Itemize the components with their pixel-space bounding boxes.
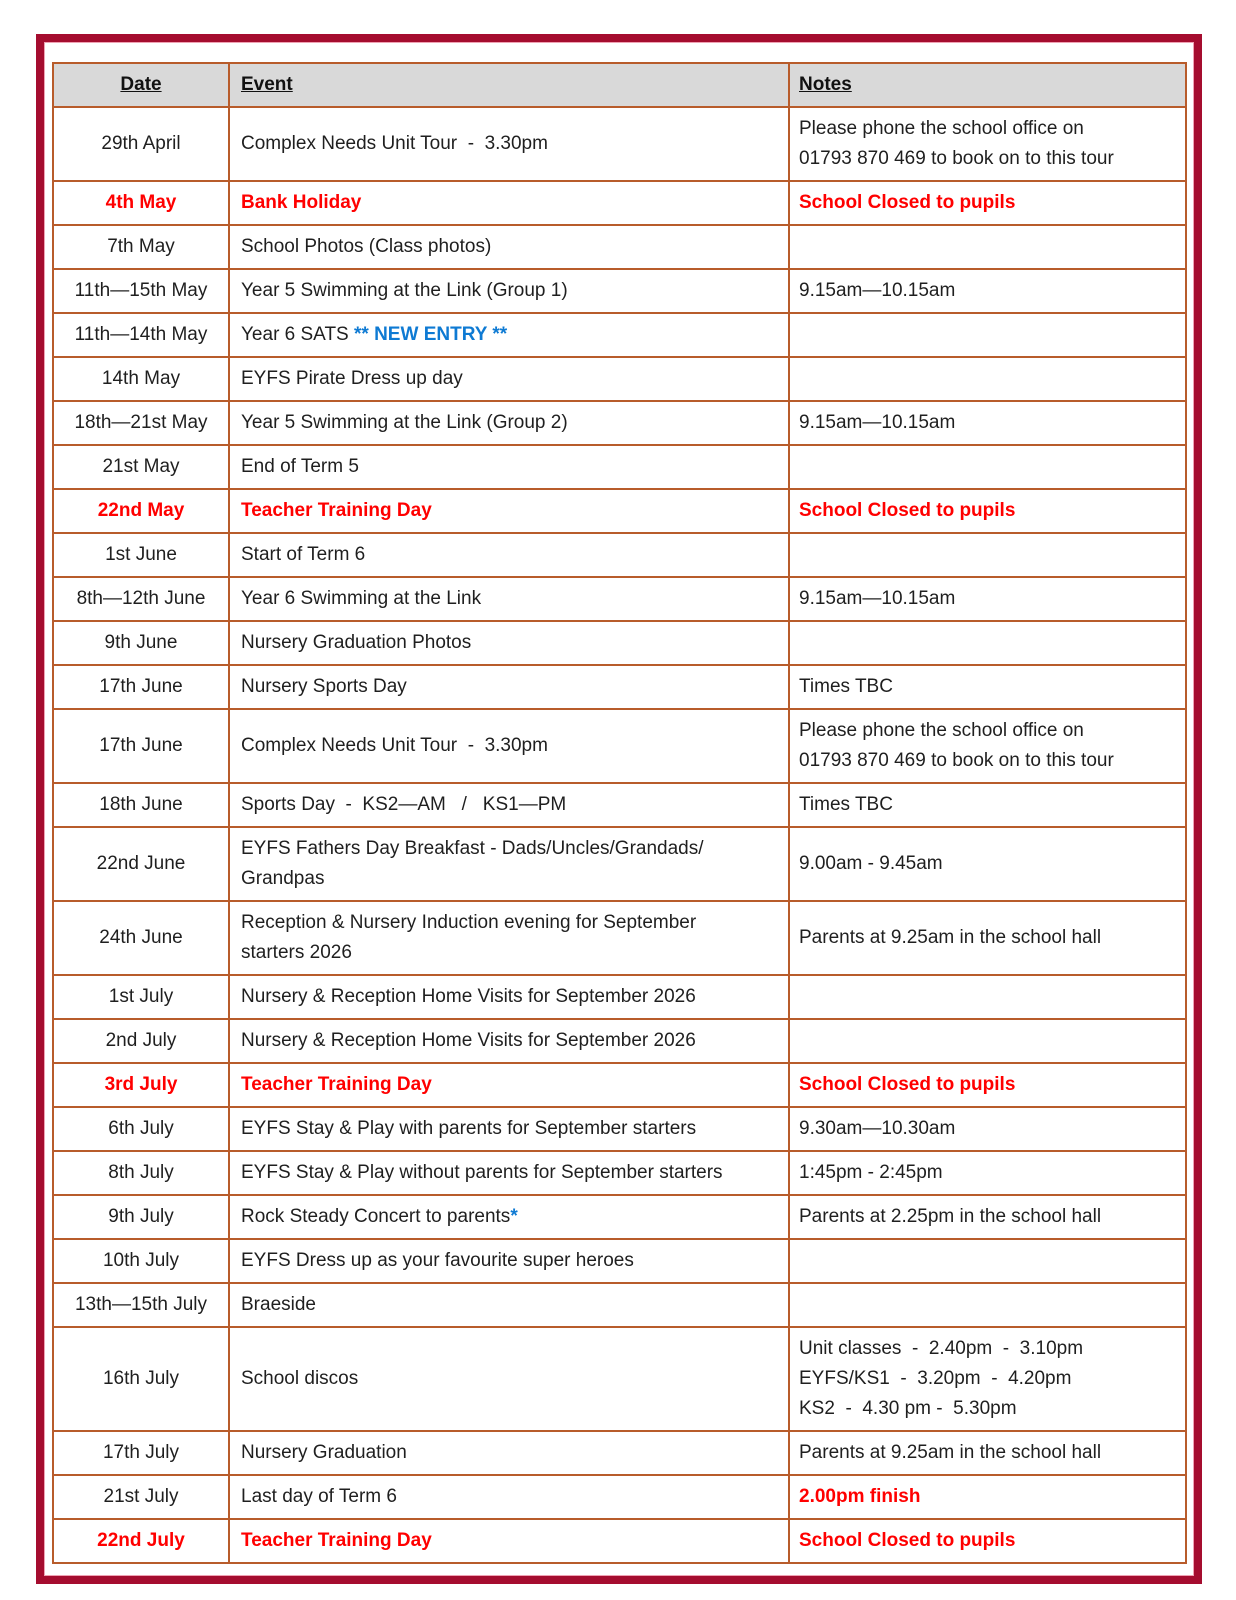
event-line [241, 540, 780, 570]
text-segment: Last day of Term 6 [241, 1486, 397, 1507]
notes-cell [789, 1475, 1186, 1519]
text-segment: 8th—12th June [76, 588, 206, 609]
notes-line [799, 1526, 1177, 1556]
date-line [62, 731, 220, 761]
date-line [62, 849, 220, 879]
notes-line [799, 1202, 1177, 1232]
text-segment: 14th May [101, 368, 181, 389]
event-cell [229, 577, 789, 621]
date-line [62, 1026, 220, 1056]
date-cell [53, 783, 229, 827]
text-segment: 11th—14th May [74, 324, 208, 345]
notes-cell [789, 1239, 1186, 1283]
text-segment: 2.00pm finish [799, 1486, 921, 1507]
event-cell [229, 445, 789, 489]
event-cell [229, 357, 789, 401]
notes-cell [789, 401, 1186, 445]
date-cell [53, 107, 229, 181]
column-header-event [229, 63, 789, 107]
event-line [241, 188, 780, 218]
event-cell [229, 783, 789, 827]
calendar-table [52, 62, 1187, 1564]
date-cell [53, 621, 229, 665]
text-segment: Year 5 Swimming at the Link (Group 2) [241, 412, 568, 433]
table-row [53, 225, 1186, 269]
text-segment: 1:45pm - 2:45pm [799, 1162, 943, 1183]
notes-line [799, 1482, 1177, 1512]
text-segment: Year 6 SATS [241, 324, 355, 345]
date-cell [53, 269, 229, 313]
event-line [241, 364, 780, 394]
text-segment: ** NEW ENTRY ** [354, 324, 508, 345]
table-row [53, 445, 1186, 489]
event-cell [229, 1327, 789, 1431]
event-line [241, 1158, 780, 1188]
table-row [53, 1475, 1186, 1519]
date-cell [53, 445, 229, 489]
text-segment: Complex Needs Unit Tour - 3.30pm [241, 133, 548, 154]
table-row [53, 489, 1186, 533]
notes-line [799, 790, 1177, 820]
text-segment: 01793 870 469 to book on to this tour [799, 148, 1114, 169]
notes-cell [789, 181, 1186, 225]
event-cell [229, 1239, 789, 1283]
text-segment: Times TBC [799, 794, 893, 815]
text-segment: Teacher Training Day [241, 500, 432, 521]
text-segment: 6th July [108, 1118, 174, 1139]
date-line [62, 982, 220, 1012]
text-segment: 9.15am—10.15am [799, 588, 956, 609]
notes-cell [789, 269, 1186, 313]
table-row [53, 665, 1186, 709]
text-segment: Complex Needs Unit Tour - 3.30pm [241, 735, 548, 756]
event-cell [229, 1151, 789, 1195]
text-segment: 24th June [99, 927, 183, 948]
notes-line [799, 1070, 1177, 1100]
date-line [62, 1202, 220, 1232]
notes-line [799, 849, 1177, 879]
event-line [241, 452, 780, 482]
text-segment: Sports Day - KS2—AM / KS1—PM [241, 794, 567, 815]
table-container [44, 42, 1194, 1576]
date-cell [53, 975, 229, 1019]
notes-line [799, 1114, 1177, 1144]
event-line [241, 1438, 780, 1468]
column-header-event-label: Event [241, 74, 293, 95]
text-segment: Parents at 2.25pm in the school hall [799, 1206, 1102, 1227]
notes-cell [789, 709, 1186, 783]
event-line [241, 1026, 780, 1056]
date-line [62, 1364, 220, 1394]
notes-line [799, 1334, 1177, 1364]
event-line [241, 982, 780, 1012]
date-line [62, 364, 220, 394]
date-line [62, 1438, 220, 1468]
date-line [62, 790, 220, 820]
event-cell [229, 1063, 789, 1107]
text-segment: 9.15am—10.15am [799, 280, 956, 301]
date-line [62, 1246, 220, 1276]
text-segment: School Closed to pupils [799, 1074, 1016, 1095]
notes-cell [789, 1431, 1186, 1475]
date-cell [53, 533, 229, 577]
text-segment: 3rd July [104, 1074, 178, 1095]
text-segment: Nursery Graduation [241, 1442, 407, 1463]
text-segment: 17th July [102, 1442, 180, 1463]
text-segment: 10th July [102, 1250, 180, 1271]
event-cell [229, 1107, 789, 1151]
date-cell [53, 401, 229, 445]
text-segment: 11th—15th May [74, 280, 208, 301]
event-line [241, 1114, 780, 1144]
table-row [53, 1519, 1186, 1563]
text-segment: School discos [241, 1368, 359, 1389]
notes-line [799, 746, 1177, 776]
date-cell [53, 1151, 229, 1195]
notes-line [799, 276, 1177, 306]
event-cell [229, 313, 789, 357]
date-line [62, 672, 220, 702]
notes-line [799, 114, 1177, 144]
table-row [53, 577, 1186, 621]
notes-cell [789, 621, 1186, 665]
date-line [62, 1526, 220, 1556]
text-segment: 16th July [102, 1368, 180, 1389]
column-header-notes-label: Notes [799, 74, 852, 95]
text-segment: Unit classes - 2.40pm - 3.10pm [799, 1338, 1084, 1359]
date-line [62, 129, 220, 159]
notes-cell [789, 445, 1186, 489]
event-cell [229, 901, 789, 975]
text-segment: School Closed to pupils [799, 192, 1016, 213]
text-segment: 13th—15th July [74, 1294, 208, 1315]
event-cell [229, 107, 789, 181]
text-segment: School Closed to pupils [799, 500, 1016, 521]
notes-cell [789, 577, 1186, 621]
event-cell [229, 975, 789, 1019]
event-line [241, 1364, 780, 1394]
date-line [62, 320, 220, 350]
text-segment: Nursery & Reception Home Visits for September 2026 [241, 1030, 696, 1051]
date-line [62, 276, 220, 306]
text-segment: EYFS Stay & Play with parents for September starters [241, 1118, 697, 1139]
notes-cell [789, 1519, 1186, 1563]
notes-cell [789, 1107, 1186, 1151]
notes-cell [789, 1151, 1186, 1195]
text-segment: 29th April [101, 133, 181, 154]
event-cell [229, 1475, 789, 1519]
event-cell [229, 1431, 789, 1475]
notes-cell [789, 1327, 1186, 1431]
text-segment: Start of Term 6 [241, 544, 366, 565]
text-segment: 9.00am - 9.45am [799, 853, 943, 874]
event-line [241, 628, 780, 658]
text-segment: 01793 870 469 to book on to this tour [799, 750, 1114, 771]
text-segment: School Closed to pupils [799, 1530, 1016, 1551]
event-cell [229, 269, 789, 313]
text-segment: Reception & Nursery Induction evening for September [241, 912, 697, 933]
text-segment: EYFS Stay & Play without parents for September starters [241, 1162, 723, 1183]
event-cell [229, 1519, 789, 1563]
text-segment: School Photos (Class photos) [241, 236, 492, 257]
text-segment: 9th July [108, 1206, 174, 1227]
table-row [53, 1019, 1186, 1063]
notes-line [799, 408, 1177, 438]
outer-frame [36, 34, 1202, 1584]
date-line [62, 188, 220, 218]
notes-line [799, 1438, 1177, 1468]
date-line [62, 584, 220, 614]
table-row [53, 783, 1186, 827]
date-cell [53, 709, 229, 783]
event-cell [229, 709, 789, 783]
event-line [241, 790, 780, 820]
date-cell [53, 1431, 229, 1475]
event-cell [229, 489, 789, 533]
event-line [241, 276, 780, 306]
text-segment: 21st May [102, 456, 180, 477]
notes-line [799, 496, 1177, 526]
notes-line [799, 672, 1177, 702]
date-line [62, 408, 220, 438]
event-line [241, 129, 780, 159]
notes-cell [789, 533, 1186, 577]
text-segment: Year 6 Swimming at the Link [241, 588, 482, 609]
column-header-date [53, 63, 229, 107]
table-row [53, 709, 1186, 783]
date-cell [53, 1107, 229, 1151]
text-segment: End of Term 5 [241, 456, 359, 477]
event-cell [229, 225, 789, 269]
text-segment: 22nd May [97, 500, 185, 521]
notes-cell [789, 225, 1186, 269]
event-cell [229, 401, 789, 445]
table-row [53, 181, 1186, 225]
date-line [62, 1290, 220, 1320]
text-segment: 9th June [104, 632, 178, 653]
table-header [53, 63, 1186, 107]
table-row [53, 1283, 1186, 1327]
date-cell [53, 489, 229, 533]
date-line [62, 232, 220, 262]
date-cell [53, 1019, 229, 1063]
table-row [53, 621, 1186, 665]
date-line [62, 1114, 220, 1144]
date-cell [53, 827, 229, 901]
event-cell [229, 621, 789, 665]
table-row [53, 313, 1186, 357]
date-line [62, 628, 220, 658]
date-cell [53, 1063, 229, 1107]
text-segment: Nursery Graduation Photos [241, 632, 472, 653]
text-segment: Times TBC [799, 676, 893, 697]
text-segment: 22nd June [96, 853, 186, 874]
column-header-notes [789, 63, 1186, 107]
text-segment: EYFS Dress up as your favourite super heroes [241, 1250, 634, 1271]
text-segment: 17th June [99, 735, 183, 756]
text-segment: Braeside [241, 1294, 316, 1315]
table-row [53, 401, 1186, 445]
notes-cell [789, 901, 1186, 975]
event-line [241, 1246, 780, 1276]
text-segment: 22nd July [97, 1530, 185, 1551]
date-cell [53, 357, 229, 401]
event-line [241, 1290, 780, 1320]
event-line [241, 672, 780, 702]
notes-line [799, 1394, 1177, 1424]
notes-cell [789, 357, 1186, 401]
notes-line [799, 716, 1177, 746]
text-segment: Please phone the school office on [799, 720, 1084, 741]
text-segment: Please phone the school office on [799, 118, 1084, 139]
text-segment: EYFS Pirate Dress up day [241, 368, 463, 389]
event-cell [229, 665, 789, 709]
text-segment: 18th June [99, 794, 183, 815]
event-cell [229, 181, 789, 225]
date-line [62, 1482, 220, 1512]
column-header-date-label: Date [120, 74, 162, 95]
date-line [62, 496, 220, 526]
text-segment: 2nd July [105, 1030, 177, 1051]
table-row [53, 1431, 1186, 1475]
text-segment: 1st June [105, 544, 177, 565]
event-cell [229, 1283, 789, 1327]
event-cell [229, 533, 789, 577]
date-cell [53, 1195, 229, 1239]
table-row [53, 1063, 1186, 1107]
text-segment: Bank Holiday [241, 192, 362, 213]
notes-line [799, 188, 1177, 218]
event-line [241, 834, 780, 864]
text-segment: Rock Steady Concert to parents [241, 1206, 511, 1227]
text-segment: KS2 - 4.30 pm - 5.30pm [799, 1398, 1017, 1419]
event-line [241, 1526, 780, 1556]
table-row [53, 975, 1186, 1019]
notes-cell [789, 313, 1186, 357]
table-row [53, 1327, 1186, 1431]
text-segment: EYFS Fathers Day Breakfast - Dads/Uncles/Grandads/ [241, 838, 704, 859]
text-segment: Teacher Training Day [241, 1074, 432, 1095]
table-row [53, 901, 1186, 975]
text-segment: starters 2026 [241, 942, 352, 963]
event-line [241, 320, 780, 350]
date-line [62, 923, 220, 953]
date-line [62, 1070, 220, 1100]
date-cell [53, 225, 229, 269]
text-segment: Nursery Sports Day [241, 676, 407, 697]
event-line [241, 938, 780, 968]
table-row [53, 107, 1186, 181]
notes-cell [789, 827, 1186, 901]
text-segment: 8th July [108, 1162, 174, 1183]
notes-cell [789, 1063, 1186, 1107]
event-cell [229, 827, 789, 901]
notes-line [799, 584, 1177, 614]
date-cell [53, 1475, 229, 1519]
text-segment: * [510, 1206, 518, 1227]
text-segment: 4th May [105, 192, 177, 213]
text-segment: 7th May [107, 236, 175, 257]
notes-line [799, 923, 1177, 953]
table-row [53, 357, 1186, 401]
table-row [53, 533, 1186, 577]
text-segment: Year 5 Swimming at the Link (Group 1) [241, 280, 568, 301]
text-segment: 18th—21st May [74, 412, 208, 433]
event-line [241, 1070, 780, 1100]
date-cell [53, 1327, 229, 1431]
text-segment: Parents at 9.25am in the school hall [799, 1442, 1102, 1463]
table-body [53, 107, 1186, 1563]
text-segment: Teacher Training Day [241, 1530, 432, 1551]
table-row [53, 269, 1186, 313]
notes-line [799, 144, 1177, 174]
text-segment: Nursery & Reception Home Visits for September 2026 [241, 986, 696, 1007]
table-row [53, 1195, 1186, 1239]
date-cell [53, 665, 229, 709]
notes-cell [789, 975, 1186, 1019]
event-line [241, 584, 780, 614]
text-segment: Grandpas [241, 868, 325, 889]
date-cell [53, 1519, 229, 1563]
table-row [53, 827, 1186, 901]
notes-cell [789, 783, 1186, 827]
date-line [62, 1158, 220, 1188]
event-line [241, 408, 780, 438]
notes-cell [789, 489, 1186, 533]
notes-line [799, 1158, 1177, 1188]
date-cell [53, 313, 229, 357]
notes-cell [789, 1195, 1186, 1239]
text-segment: 17th June [99, 676, 183, 697]
date-cell [53, 901, 229, 975]
table-row [53, 1239, 1186, 1283]
event-line [241, 864, 780, 894]
notes-cell [789, 1283, 1186, 1327]
date-cell [53, 181, 229, 225]
event-line [241, 1482, 780, 1512]
event-line [241, 731, 780, 761]
text-segment: 9.15am—10.15am [799, 412, 956, 433]
event-cell [229, 1019, 789, 1063]
notes-line [799, 1364, 1177, 1394]
event-line [241, 232, 780, 262]
notes-cell [789, 1019, 1186, 1063]
text-segment: 1st July [108, 986, 174, 1007]
date-cell [53, 1239, 229, 1283]
event-line [241, 908, 780, 938]
notes-cell [789, 665, 1186, 709]
event-line [241, 1202, 780, 1232]
event-line [241, 496, 780, 526]
text-segment: Parents at 9.25am in the school hall [799, 927, 1102, 948]
date-line [62, 452, 220, 482]
table-row [53, 1107, 1186, 1151]
date-cell [53, 577, 229, 621]
text-segment: EYFS/KS1 - 3.20pm - 4.20pm [799, 1368, 1072, 1389]
date-cell [53, 1283, 229, 1327]
text-segment: 9.30am—10.30am [799, 1118, 956, 1139]
notes-cell [789, 107, 1186, 181]
header-row [53, 63, 1186, 107]
table-row [53, 1151, 1186, 1195]
text-segment: 21st July [103, 1486, 179, 1507]
event-cell [229, 1195, 789, 1239]
date-line [62, 540, 220, 570]
